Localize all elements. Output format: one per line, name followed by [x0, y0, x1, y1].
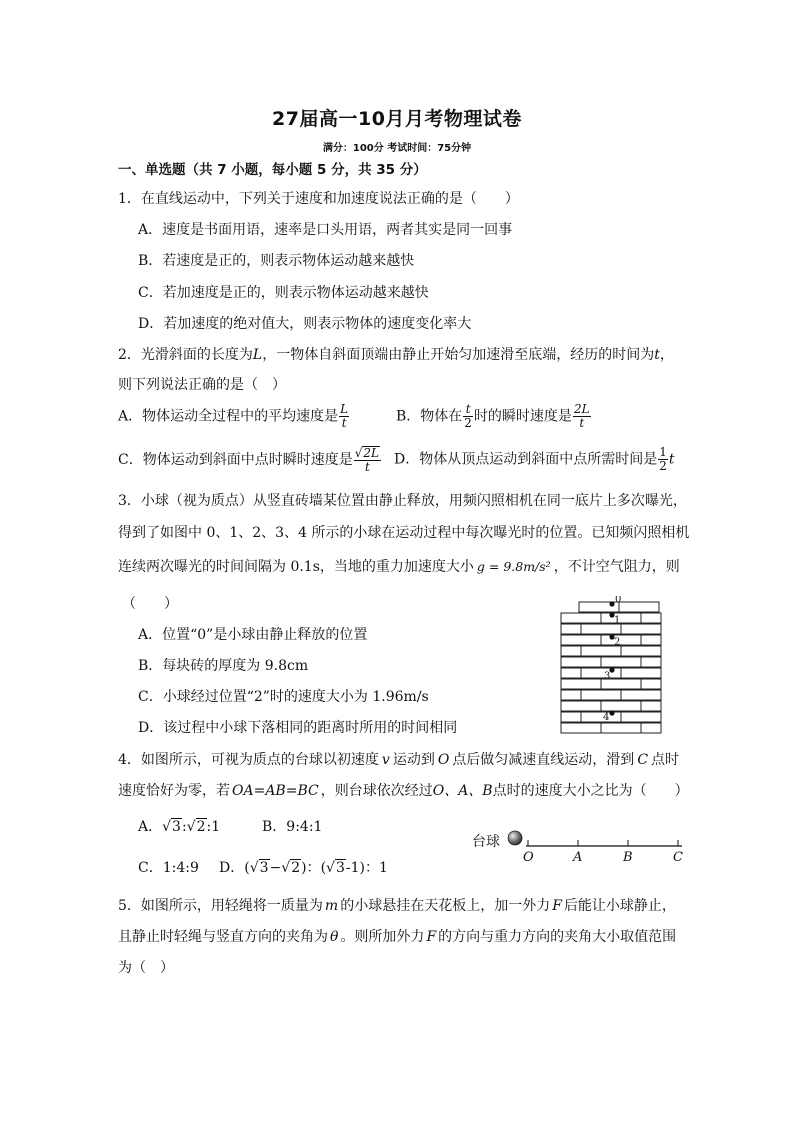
- fraction: $\frac{L}{t}$: [340, 402, 349, 430]
- var-t: t: [654, 347, 660, 363]
- q1-option-d: D．若加速度的绝对值大，则表示物体的速度变化率大: [138, 316, 472, 332]
- q3-option-c: C．小球经过位置“2”时的速度大小为 1.96m/s: [138, 689, 429, 705]
- q3-option-b: B．每块砖的厚度为 9.8cm: [138, 658, 309, 674]
- q4-option-a: A．√3:√2:1: [138, 819, 221, 835]
- sqrt-icon: √: [249, 860, 259, 876]
- sqrt-icon: √: [354, 446, 363, 460]
- position-label-2: 2: [614, 637, 621, 648]
- q4-stem-line1: 4．如图所示，可视为质点的台球以初速度 v 运动到 O 点后做匀减速直线运动，滑到 C 点时: [118, 752, 680, 768]
- q4-stem-line2: 速度恰好为零，若 OA=AB=BC ，则台球依次经过O、A、B点时的速度大小之比为（ ）: [118, 783, 689, 799]
- point-label-b: B: [623, 850, 633, 865]
- q4-option-c: C．1:4:9: [138, 860, 199, 876]
- point-label-c: C: [673, 850, 683, 865]
- q1-option-b: B．若速度是正的，则表示物体运动越来越快: [138, 253, 415, 269]
- q3-stem-line3: 连续两次曝光的时间间隔为 0.1s，当地的重力加速度大小 g = 9.8m/s² ，不计空气阻力，则: [118, 559, 680, 575]
- billiard-figure: [470, 826, 690, 866]
- ball-position-0: [609, 601, 614, 606]
- fraction: $\frac{2L}{t}$: [573, 402, 590, 430]
- q4-option-b: B．9:4:1: [262, 819, 323, 835]
- fraction: $\frac{1}{2}$: [659, 445, 667, 473]
- q2-option-d: D．物体从顶点运动到斜面中点所需时间是 $\frac{1}{2}$ t: [394, 445, 675, 473]
- position-label-1: 1: [614, 615, 621, 626]
- position-label-0: 0: [615, 596, 622, 605]
- q1-option-a: A．速度是书面用语，速率是口头用语，两者其实是同一回事: [138, 222, 513, 238]
- position-label-4: 4: [603, 712, 610, 723]
- billiard-ball-icon: [508, 831, 522, 845]
- exam-subtitle: 满分：100分 考试时间：75分钟: [322, 143, 472, 154]
- q2-stem-line2: 则下列说法正确的是（ ）: [118, 377, 286, 393]
- point-label-a: A: [573, 850, 583, 865]
- sqrt-icon: √: [281, 860, 291, 876]
- sqrt-icon: √: [162, 819, 172, 835]
- q4-option-d: D．(√3−√2)：(√3-1)：1: [219, 860, 388, 876]
- ball-label: 台球: [472, 834, 500, 850]
- q3-stem-line2: 得到了如图中 0、1、2、3、4 所示的小球在运动过程中每次曝光时的位置。已知频闪照相机: [118, 525, 690, 541]
- ball-position-4: [609, 710, 614, 715]
- q5-stem-line1: 5．如图所示，用轻绳将一质量为 m 的小球悬挂在天花板上，加一外力 F 后能让小球静止，: [118, 898, 676, 914]
- gravity-formula: g = 9.8m/s²: [476, 559, 551, 574]
- q2-option-b: B．物体在 $\frac{t}{2}$ 时的瞬时速度是 $\frac{2L}{t}$: [396, 402, 590, 430]
- brick-wall-figure: [558, 596, 664, 736]
- sqrt-icon: √: [326, 860, 335, 876]
- fraction: $\frac{t}{2}$: [464, 402, 472, 430]
- exam-title: 27届高一10月月考物理试卷: [272, 108, 522, 130]
- q2-stem-line1: 2．光滑斜面的长度为L，一物体自斜面顶端由静止开始匀加速滑至底端，经历的时间为t，: [118, 347, 674, 363]
- sqrt-icon: √: [186, 819, 196, 835]
- q3-option-a: A．位置“0”是小球由静止释放的位置: [138, 627, 368, 643]
- fraction: $\frac{√2L}{t}$: [354, 446, 379, 474]
- position-label-3: 3: [604, 671, 611, 682]
- q5-stem-line2: 且静止时轻绳与竖直方向的夹角为 θ 。则所加外力 F 的方向与重力方向的夹角大小取值范围: [118, 929, 677, 945]
- q3-stem-line4: （ ）: [122, 596, 178, 612]
- var-L: L: [252, 347, 263, 363]
- point-label-o: O: [523, 850, 534, 865]
- q2-option-c: C．物体运动到斜面中点时瞬时速度是 $\frac{√2L}{t}$: [118, 446, 379, 474]
- q3-option-d: D．该过程中小球下落相同的距离时所用的时间相同: [138, 720, 458, 736]
- q1-stem: 1．在直线运动中，下列关于速度和加速度说法正确的是（ ）: [118, 191, 519, 207]
- section-heading: 一、单选题（共 7 小题，每小题 5 分，共 35 分）: [118, 162, 427, 178]
- q3-stem-line1: 3．小球（视为质点）从竖直砖墙某位置由静止释放，用频闪照相机在同一底片上多次曝光，: [118, 493, 687, 509]
- q5-stem-line3: 为（ ）: [118, 960, 174, 976]
- q1-option-c: C．若加速度是正的，则表示物体运动越来越快: [138, 285, 429, 301]
- q2-option-a: A．物体运动全过程中的平均速度是 $\frac{L}{t}$: [118, 402, 349, 430]
